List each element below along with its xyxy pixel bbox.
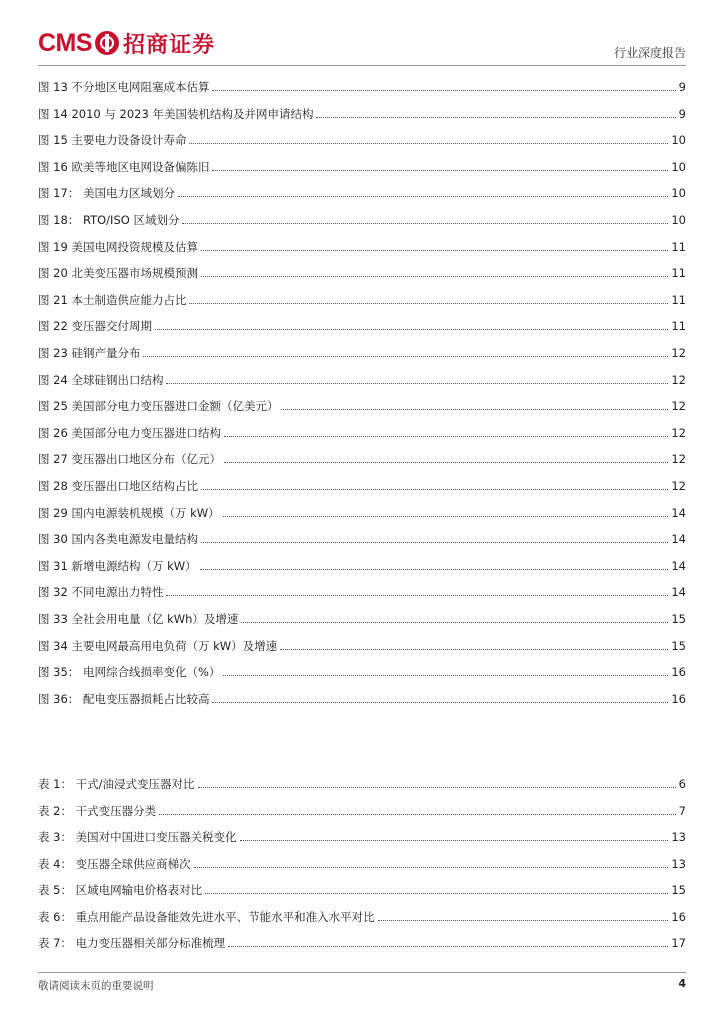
toc-entry-label: 图 31 新增电源结构（万 kW） [38,558,197,573]
toc-entry-page: 7 [678,803,686,818]
toc-entry[interactable] [38,212,686,228]
toc-entry[interactable] [38,829,686,845]
dot-leader [143,356,668,357]
dot-leader [201,489,668,490]
toc-entry[interactable] [38,185,686,201]
toc-entry[interactable] [38,79,686,95]
dot-leader [228,946,668,947]
toc-entry[interactable] [38,856,686,872]
toc-entry[interactable] [38,664,686,680]
toc-entry-page: 10 [671,133,686,148]
dot-leader [224,462,668,463]
toc-entry-label: 表 3： 美国对中国进口变压器关税变化 [38,830,237,844]
toc-entry-page: 6 [678,777,686,791]
toc-entry-page: 9 [678,80,686,94]
toc-entry[interactable] [38,106,686,122]
toc-entry-label: 图 23 硅钢产量分布 [38,346,141,360]
toc-entry[interactable] [38,531,686,547]
toc-entry-label: 图 30 国内各类电源发电量结构 [38,532,198,547]
toc-entry[interactable] [38,909,686,925]
dot-leader [316,117,675,118]
toc-entry-page: 12 [671,452,686,467]
dot-leader [212,170,668,171]
dot-leader [201,542,668,543]
toc-entry-page: 14 [671,505,686,520]
dot-leader [240,840,669,841]
toc-entry-page: 10 [671,213,686,227]
dot-leader [212,702,668,703]
toc-entry-label: 图 36： 配电变压器损耗占比较高 [38,691,210,706]
toc-entry-page: 11 [671,319,686,334]
toc-entry-label: 图 27 变压器出口地区分布（亿元） [38,452,221,467]
toc-entry-label: 图 28 变压器出口地区结构占比 [38,479,198,493]
dot-leader [201,250,668,251]
dot-leader [212,90,675,91]
page-number: 4 [678,977,686,990]
toc-entry-page: 14 [671,585,686,600]
toc-entry-label: 图 17： 美国电力区域划分 [38,186,175,201]
toc-entry[interactable] [38,478,686,494]
toc-entry-label: 表 6： 重点用能产品设备能效先进水平、节能水平和准入水平对比 [38,909,375,924]
toc-entry[interactable] [38,398,686,414]
toc-entry-page: 17 [671,936,686,950]
header-divider [38,65,686,66]
toc-entry-label: 图 35： 电网综合线损率变化（%） [38,665,221,680]
dot-leader [166,383,668,384]
toc-entry-label: 图 21 本土制造供应能力占比 [38,292,187,307]
toc-entry-page: 9 [678,106,686,121]
toc-entry-label: 图 14 2010 与 2023 年美国装机结构及并网申请结构 [38,106,314,121]
dot-leader [155,329,668,330]
toc-entry[interactable] [38,584,686,600]
toc-entry-label: 图 24 全球硅钢出口结构 [38,372,164,387]
toc-entry-label: 表 5： 区域电网输电价格表对比 [38,883,203,897]
toc-entry[interactable] [38,882,686,898]
dot-leader [223,675,668,676]
toc-entry[interactable] [38,345,686,361]
toc-entry-label: 表 4： 变压器全球供应商梯次 [38,856,191,871]
dot-leader [224,436,668,437]
dot-leader [200,569,669,570]
page-header [0,0,724,70]
toc-entry[interactable] [38,372,686,388]
dot-leader [205,893,668,894]
toc-entry[interactable] [38,159,686,175]
toc-entry[interactable] [38,935,686,951]
toc-entry[interactable] [38,292,686,308]
toc-entry[interactable] [38,425,686,441]
dot-leader [280,649,668,650]
toc-entry-page: 12 [671,479,686,493]
toc-entry[interactable] [38,803,686,819]
toc-entry-page: 12 [671,372,686,387]
toc-entry[interactable] [38,265,686,281]
dot-leader [198,787,676,788]
toc-entry-page: 12 [671,399,686,414]
toc-entry-label: 图 13 不分地区电网阻塞成本估算 [38,80,210,94]
toc-entry-page: 13 [671,830,686,844]
toc-entry-page: 11 [671,239,686,254]
toc-entry[interactable] [38,611,686,627]
dot-leader [378,920,669,921]
toc-entry-label: 图 18： RTO/ISO 区域划分 [38,213,180,227]
toc-entry-page: 14 [671,532,686,547]
toc-entry-page: 10 [671,159,686,174]
dot-leader [166,595,668,596]
toc-entry-page: 16 [671,691,686,706]
toc-entry-page: 11 [671,292,686,307]
logo-chinese-text: 招商证券 [123,32,216,58]
footer-disclaimer: 敬请阅读末页的重要说明 [38,980,154,992]
toc-entry[interactable] [38,691,686,707]
toc-entry[interactable] [38,505,686,521]
dot-leader [159,814,676,815]
toc-entry[interactable] [38,132,686,148]
toc-entry-page: 13 [671,856,686,871]
toc-entry-page: 15 [671,612,686,626]
dot-leader [201,276,668,277]
dot-leader [178,196,668,197]
toc-entry-label: 图 15 主要电力设备设计寿命 [38,133,187,148]
toc-entry-label: 图 34 主要电网最高用电负荷（万 kW）及增速 [38,638,278,653]
toc-entry-label: 图 22 变压器交付周期 [38,319,152,334]
dot-leader [189,303,668,304]
toc-entry-page: 16 [671,909,686,924]
footer-divider [38,972,686,973]
toc-entry-page: 14 [671,558,686,573]
toc-entry-page: 16 [671,665,686,680]
toc-entry-label: 图 16 欧美等地区电网设备偏陈旧 [38,159,210,174]
dot-leader [182,223,668,224]
toc-entry[interactable] [38,451,686,467]
toc-entry-page: 12 [671,425,686,440]
toc-entry-label: 表 1： 干式/油浸式变压器对比 [38,777,195,791]
toc-entry-label: 图 33 全社会用电量（亿 kWh）及增速 [38,612,239,626]
toc-entry-label: 表 7： 电力变压器相关部分标准梳理 [38,936,226,950]
toc-entry-page: 12 [671,346,686,360]
dot-leader [281,409,668,410]
toc-entry[interactable] [38,776,686,792]
logo-latin-text: CMS [38,28,93,57]
toc-entry-label: 图 29 国内电源装机规模（万 kW） [38,505,220,520]
report-type-label: 行业深度报告 [613,46,686,60]
toc-entry-page: 15 [671,883,686,897]
toc-entry-label: 图 19 美国电网投资规模及估算 [38,239,198,254]
dot-leader [194,867,669,868]
toc-entry-label: 图 26 美国部分电力变压器进口结构 [38,425,221,440]
toc-entry[interactable] [38,638,686,654]
dot-leader [241,622,668,623]
cms-logo [38,28,215,58]
toc-entry-label: 图 25 美国部分电力变压器进口金额（亿美元） [38,399,279,414]
toc-entry-page: 11 [671,266,686,281]
logo-seal-icon [95,31,119,55]
toc-entry[interactable] [38,558,686,574]
dot-leader [223,516,669,517]
toc-entry-label: 图 32 不同电源出力特性 [38,585,164,600]
toc-entry-label: 图 20 北美变压器市场规模预测 [38,266,198,281]
toc-entry[interactable] [38,239,686,255]
toc-entry-page: 15 [671,638,686,653]
dot-leader [189,143,668,144]
toc-entry-label: 表 2： 干式变压器分类 [38,803,157,818]
toc-entry[interactable] [38,318,686,334]
toc-entry-page: 10 [671,186,686,201]
